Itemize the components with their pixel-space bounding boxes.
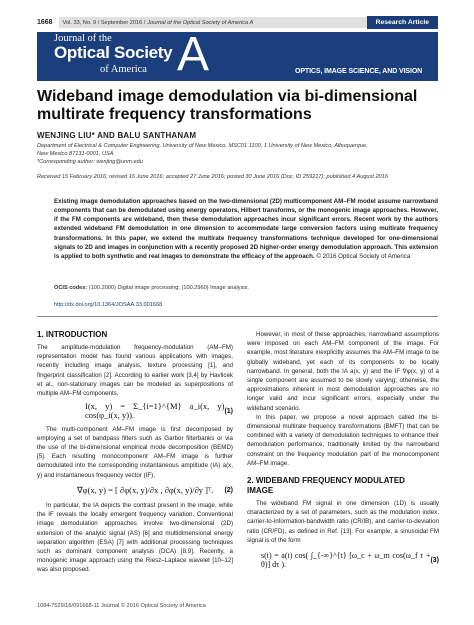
equation-2-row [37, 486, 233, 495]
section-heading-wideband [247, 476, 439, 496]
ocis-label: OCIS codes: [54, 285, 88, 291]
divider [37, 316, 438, 317]
equation-1: I(x, y) = Σ_{i=1}^{M} a_i(x, y) cos(φ_i(x, y)). [85, 401, 225, 421]
affiliation [37, 142, 447, 166]
equation-3-row [247, 551, 439, 569]
equation-1-number: (1) [224, 407, 233, 415]
affiliation-line1: Department of Electrical & Computer Engineering, University of New Mexico, MSC01 1100, 1 University of New Mexico, Albuquerque, [37, 143, 368, 149]
title-line2: multirate frequency transformations [37, 106, 312, 123]
masthead-subtitle: OPTICS, IMAGE SCIENCE, AND VISION [295, 68, 423, 75]
section-heading-introduction: 1. INTRODUCTION [37, 330, 108, 339]
equation-2-number: (2) [224, 486, 233, 494]
section2-line2: IMAGE [247, 486, 274, 496]
intro-paragraph-5: In this paper, we propose a novel approach called the bi-dimensional multirate frequency transformations (BMFT) that can be combined with a variety of demodulation techniques to enhance their demodulation performance, traditionally limited by the narrowband constraint on the frequency modulation part of the monocomponent AM–FM image. [247, 413, 439, 467]
intro-paragraph-4: However, in most of these approaches, narrowband assumptions were imposed on each AM–FM component of the image. For example, most literature inexplicitly assumes the AM–FM image to be globally wideband, yet each of its components to be locally narrowband. In general, both the IA a(x, y) and the IF ∇φ(x, y) of a single component are assumed to be slowly varying; otherwise, the approximations inherent in most demodulation approaches are no longer valid and incur significant errors, especially under the wideband scenario. [247, 331, 439, 412]
page-number: 1668 [37, 19, 53, 26]
right-column [247, 330, 439, 569]
journal-reference: Journal of the Optical Society of America A [147, 19, 254, 26]
abstract-text: Existing image demodulation approaches based on the two-dimensional (2D) multicomponent AM–FM model assume narrowband components that can be demodulated using energy operators, Hilbert transforms, or the monogenic image approaches. However, if the FM components are wideband, then these demodulation approaches incur significant errors. Recent work by the authors extended wideband FM demodulation in one dimension to accommodate large conversion factors using multirate frequency transformations. In this paper, we extend the multirate frequency transformations technique developed for one-dimensional signals to 2D and images in conjunction with a recently proposed 2D higher-order energy demodulation approach. This extension is applied to both synthetic and real images to demonstrate the efficacy of the approach. [54, 198, 438, 260]
equation-2: ∇φ(x, y) = [ ∂φ(x, y)/∂x , ∂φ(x, y)/∂y ]ᵀ. [77, 484, 214, 495]
ocis-codes [54, 284, 438, 292]
intro-paragraph-3: In particular, the IA depicts the contrast present in the image, while the IF reveals the locally emergent frequency variation. Conventional image demodulation approaches involve two-dimensional (2D) extension of the analytic signal (AS) [6] and multidimensional energy separation algorithm (ESA) [7] with additional processing techniques such as dominant component analysis (DCA) [8,9]. Recently, a monogenic image approach using the Riesz–Laplace wavelet [10–12] was also proposed. [37, 502, 233, 574]
intro-paragraph-2: The multi-component AM–FM image is first decomposed by employing a set of bandpass filters such as Garbor filterbanks or via the use of the bi-dimensional empirical mode decomposition (BEMD) [5]. Each resulting monocomponent AM–FM image is further demodulated into the corresponding instantaneous amplitude (IA) a(x, y) and instantaneous frequency vector (IF), [37, 425, 233, 479]
journal-citation-bar [59, 17, 367, 28]
equation-3-number: (3) [430, 556, 439, 564]
left-column [37, 330, 233, 575]
intro-paragraph-1: The amplitude-modulation frequency-modulation (AM–FM) representation model has found various applications with images, recently including image analysis, texture processing [1], and fingerprint classification [2]. According to earlier work [3,4] by Havlicek et al., non-stationary images can be modeled as superpositions of multiple AM–FM components, [37, 344, 233, 398]
running-header [37, 16, 438, 29]
doi-link[interactable]: http://dx.doi.org/10.1364/JOSAA.33.001668 [54, 302, 163, 308]
ocis-text: (100.2000) Digital image processing; (100.2960) Image analysis. [88, 285, 249, 291]
authors: WENJING LIU* AND BALU SANTHANAM [37, 131, 197, 140]
masthead-letter: A [177, 28, 210, 81]
wideband-paragraph-1: The wideband FM signal in one dimension (1D) is usually characterized by a set of parameters, such as the modulation index, carrier-to-information-bandwidth ratio (CR/IB), and carrier-to-deviation ratio (CR/FD), as defined in Ref. [13]. For example, a sinusoidal FM signal is of the form [247, 500, 439, 544]
article-type-badge: Research Article [367, 16, 438, 29]
masthead-line1: Journal of the [54, 33, 112, 44]
masthead-line3: of America [100, 64, 147, 75]
affiliation-line2: New Mexico 87131-0001, USA [37, 151, 114, 157]
paper-title [37, 88, 447, 124]
masthead-line2: Optical Society [54, 43, 173, 62]
corresponding-author: *Corresponding author: wenjing@unm.edu [37, 159, 143, 165]
equation-1-row [37, 402, 233, 420]
abstract [54, 197, 438, 261]
title-line1: Wideband image demodulation via bi-dimensional [37, 88, 418, 105]
volume-line: Vol. 33, No. 9 / September 2016 / [62, 19, 146, 26]
publication-dates: Received 15 February 2016; revised 15 June 2016; accepted 27 June 2016; posted 30 June 2016 (Doc. ID 259217); published 4 August 2016 [37, 174, 388, 180]
section2-line1: 2. WIDEBAND FREQUENCY MODULATED [247, 476, 405, 486]
equation-3: s(t) = a(t) cos( ∫_{-∞}^{t} [ω_c + ω_m cos(ω_f τ + θ)] dτ ). [261, 551, 431, 570]
copyright-notice: © 2016 Optical Society of America [316, 252, 411, 260]
footer-copyright: 1084-7529/16/091668-11 Journal © 2016 Optical Society of America [37, 603, 206, 609]
